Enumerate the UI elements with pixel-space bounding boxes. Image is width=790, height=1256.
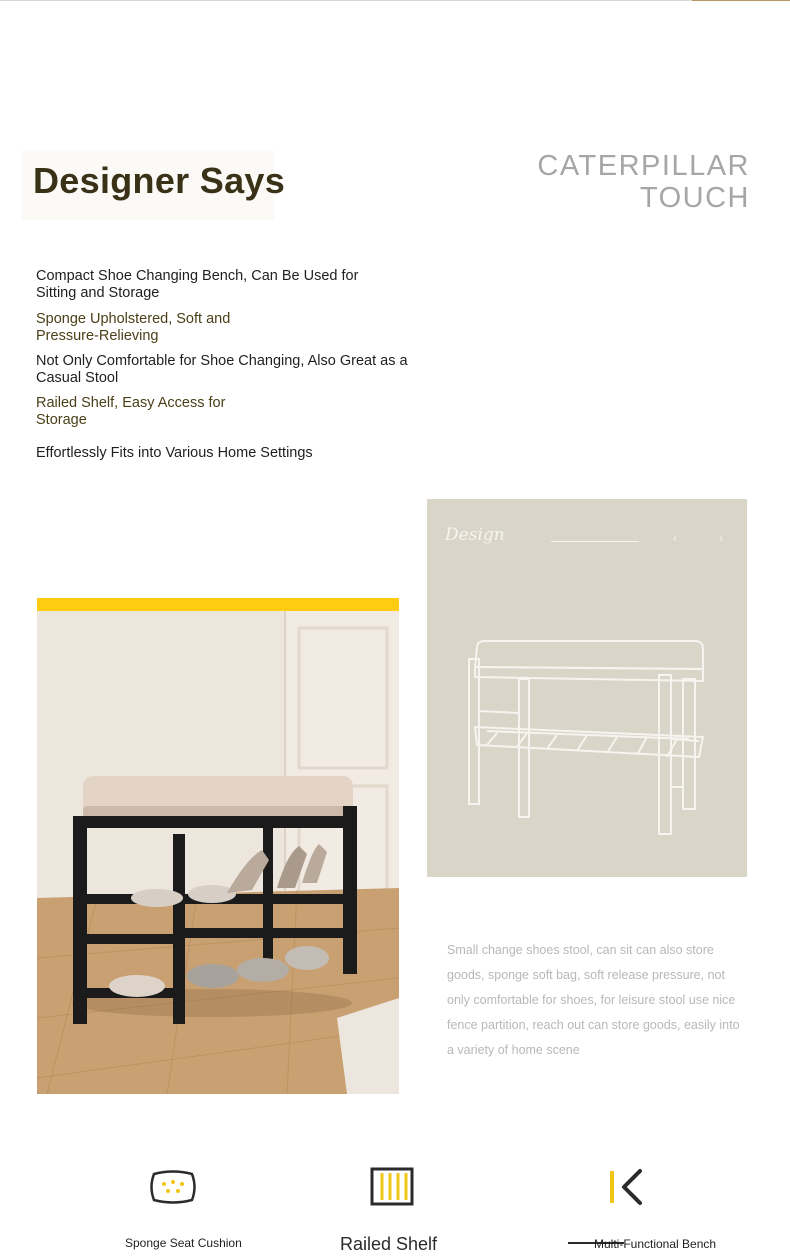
brand-line-1: CATERPILLAR <box>537 150 750 182</box>
chevron-left-icon[interactable]: ‹ <box>673 531 677 545</box>
cushion-icon <box>148 1168 198 1211</box>
feature-item: Effortlessly Fits into Various Home Settings <box>36 445 313 461</box>
feature-item: Compact Shoe Changing Bench, Can Be Used for Sitting and Storage <box>36 268 359 301</box>
feature-item: Railed Shelf, Easy Access for Storage <box>36 395 226 428</box>
product-photo-illustration <box>37 598 399 1094</box>
bench-sketch-illustration <box>427 499 747 877</box>
feature-label-cushion: Sponge Seat Cushion <box>125 1236 242 1250</box>
feature-label-bench: Multi-Functional Bench <box>594 1237 717 1251</box>
feature-item: Sponge Upholstered, Soft and Pressure-Relieving <box>36 311 231 344</box>
brand-line-2: TOUCH <box>639 182 750 214</box>
brand-wordmark <box>537 150 750 214</box>
accent-bar <box>37 598 399 611</box>
design-label: Design <box>445 525 505 545</box>
feature-item: Not Only Comfortable for Shoe Changing, Also Great as a Casual Stool <box>36 353 408 386</box>
top-divider <box>0 0 790 1</box>
multi-function-icon <box>608 1168 648 1211</box>
railed-shelf-icon <box>370 1167 414 1212</box>
feature-label-shelf: Railed Shelf <box>340 1234 438 1254</box>
product-photo <box>37 598 399 1094</box>
design-sketch-card <box>427 499 747 877</box>
top-divider-accent <box>692 0 790 1</box>
chevron-right-icon[interactable]: › <box>719 531 723 545</box>
page-title: Designer Says <box>33 160 286 201</box>
product-description: Small change shoes stool, can sit can also store goods, sponge soft bag, soft release pressure, not only comfortable for shoes, for leisure stool use nice fence partition, reach out can store goods, easily into a variety of home scene <box>447 943 740 1057</box>
